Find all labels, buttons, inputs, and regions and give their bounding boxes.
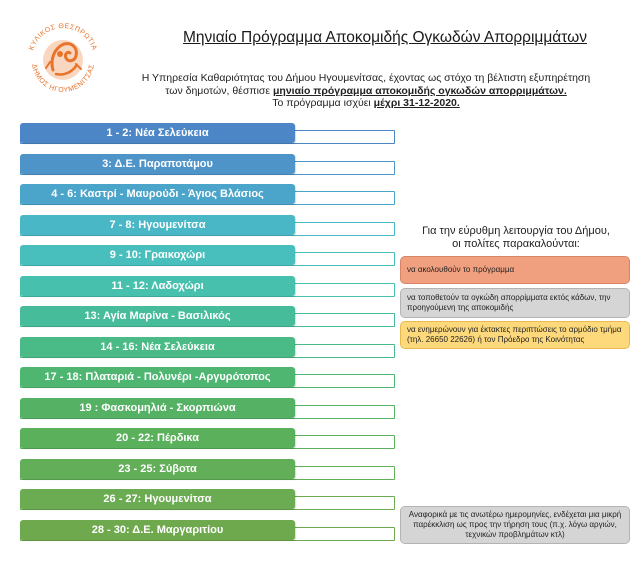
schedule-row-label: 26 - 27: Ηγουμενίτσα (20, 489, 295, 509)
intro-line-2-prefix: των δημοτών, θέσπισε (165, 84, 273, 97)
schedule-row-label: 28 - 30: Δ.Ε. Μαργαριτίου (20, 520, 295, 540)
schedule-row-label: 11 - 12: Λαδοχώρι (20, 276, 295, 296)
schedule-row-label: 20 - 22: Πέρδικα (20, 428, 295, 448)
intro-line-3-prefix: Το πρόγραμμα ισχύει (272, 97, 374, 109)
schedule-row-label: 7 - 8: Ηγουμενίτσα (20, 215, 295, 235)
schedule-row-label: 3: Δ.Ε. Παραποτάμου (20, 154, 295, 174)
schedule-row (20, 428, 395, 452)
schedule-row (20, 215, 395, 239)
schedule-row (20, 520, 395, 544)
schedule-row (20, 154, 395, 178)
schedule-row-label: 14 - 16: Νέα Σελεύκεια (20, 337, 295, 357)
schedule-row (20, 306, 395, 330)
schedule-row-label: 9 - 10: Γραικοχώρι (20, 245, 295, 265)
schedule-row-label: 19 : Φασκομηλιά - Σκορπιώνα (20, 398, 295, 418)
schedule-row-label: 1 - 2: Νέα Σελεύκεια (20, 123, 295, 143)
schedule-row (20, 276, 395, 300)
schedule-row (20, 398, 395, 422)
intro-line-2-emphasis: μηνιαίο πρόγραμμα αποκομιδής ογκωδών απορριμμάτων. (272, 84, 567, 97)
note-schedule-deviation: Αναφορικά με τις ανωτέρω ημερομηνίες, ενδέχεται μια μικρή παρέκκλιση ως προς την τήρηση τους (π.χ. λόγω αργιών, τεχνικών προβλημάτων κτλ) (400, 506, 630, 544)
schedule-row (20, 489, 395, 513)
intro-line-2 (108, 85, 624, 98)
intro-line-1: Η Υπηρεσία Καθαριότητας του Δήμου Ηγουμενίτσας, έχοντας ως στόχο τη βέλτιστη εξυπηρέτηση (141, 72, 591, 84)
note-follow-schedule: να ακολουθούν το πρόγραμμα (400, 256, 630, 284)
page-title: Μηνιαίο Πρόγραμμα Αποκομιδής Ογκωδών Απορριμμάτων (183, 29, 587, 46)
schedule-row (20, 184, 395, 208)
schedule-row-label: 17 - 18: Πλαταριά - Πολυνέρι -Αργυρότοπος (20, 367, 295, 387)
intro-line-3-emphasis: μέχρι 31-12-2020. (373, 97, 460, 109)
logo-top-text: ΚΥΛΙΚΟΣ ΘΕΣΠΡΩΤΙΑ (28, 22, 98, 52)
schedule-row (20, 459, 395, 483)
schedule-row (20, 367, 395, 391)
instructions-heading-line-1: Για την εύρυθμη λειτουργία του Δήμου, (422, 225, 610, 237)
schedule-row (20, 123, 395, 147)
note-place-items: να τοποθετούν τα ογκώδη απορρίμματα εκτός κάδων, την προηγούμενη της αποκομιδής (400, 288, 630, 318)
citizens-instructions-heading (400, 225, 632, 251)
schedule-row (20, 245, 395, 269)
schedule-row-label: 23 - 25: Σύβοτα (20, 459, 295, 479)
intro-line-3 (108, 97, 624, 110)
logo-bottom-text: ΔΗΜΟΣ ΗΓΟΥΜΕΝΙΤΣΑΣ (30, 63, 96, 95)
intro-text (108, 72, 624, 110)
schedule-row-label: 4 - 6: Καστρί - Μαυρούδι - Άγιος Βλάσιος (20, 184, 295, 204)
note-inform-department: να ενημερώνουν για έκτακτες περιπτώσεις το αρμόδιο τμήμα (τηλ. 26650 22626) ή τον Πρόεδρο της Κοινότητας (400, 321, 630, 349)
logo-emblem-icon (20, 16, 106, 102)
schedule-row (20, 337, 395, 361)
schedule-row-label: 13: Αγία Μαρίνα - Βασιλικός (20, 306, 295, 326)
instructions-heading-line-2: οι πολίτες παρακαλούνται: (452, 238, 580, 250)
municipality-logo (20, 16, 106, 102)
